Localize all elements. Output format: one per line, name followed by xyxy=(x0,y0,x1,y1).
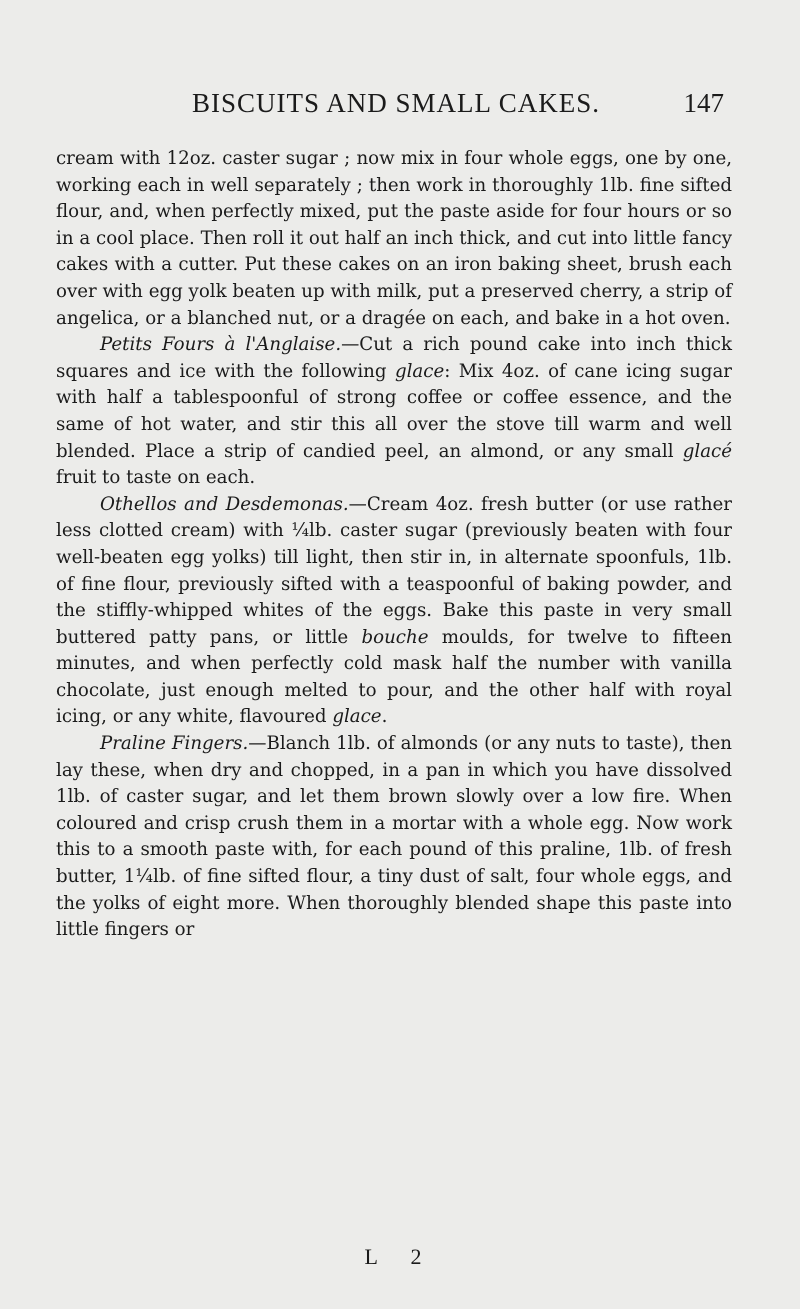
recipe-petits-fours xyxy=(56,332,732,492)
recipe-text: . xyxy=(381,706,388,728)
recipe-text: —Cut a rich pound cake into inch thick squares and ice with the following xyxy=(56,334,732,382)
recipe-title: Othellos and Desdemonas. xyxy=(100,493,349,515)
recipe-text: fruit to taste on each. xyxy=(56,467,256,489)
paragraph-text: cream with 12oz. caster sugar ; now mix in four whole eggs, one by one, working each in well separately ; then work in thoroughly 1lb. fine sifted flour, and, when perfectly mixed, put the paste aside for four hours or so in a cool place. Then roll it out half an inch thick, and cut into little fancy cakes with a cutter. Put these cakes on an iron baking sheet, brush each over with egg yolk beaten up with milk, put a preserved cherry, a strip of angelica, or a blanched nut, or a dragée on each, and bake in a hot oven. xyxy=(56,148,732,329)
paragraph-continuation xyxy=(56,146,732,332)
italic-term: bouche xyxy=(361,626,429,648)
recipe-title: Petits Fours à l'Anglaise. xyxy=(100,334,342,356)
italic-term: glacé xyxy=(682,440,732,462)
recipe-text: —Blanch 1lb. of almonds (or any nuts to taste), then lay these, when dry and chopped, in a pan in which you have dissolved 1lb. of caster sugar, and let them brown slowly over a low fire. When coloured and crisp crush them in a mortar with a whole egg. Now work this to a smooth paste with, for each pound of this praline, 1lb. of fresh butter, 1¼lb. of fine sifted flour, a tiny dust of salt, four whole eggs, and the yolks of eight more. When thoroughly blended shape this paste into little fingers or xyxy=(56,733,733,941)
italic-term: glace xyxy=(332,706,382,728)
running-title: BISCUITS AND SMALL CAKES. xyxy=(191,88,601,118)
signature-mark: L 2 xyxy=(364,1244,436,1269)
recipe-othellos xyxy=(56,492,732,731)
recipe-text: : Mix 4oz. of cane icing sugar with half a tablespoonful of strong coffee or coffee essence, and the same of hot water, and stir this all over the stove till warm and well blended. Place a strip of candied peel, an almond, or any small xyxy=(56,360,732,462)
recipe-text: moulds, for twelve to fifteen minutes, and when perfectly cold mask half the number with vanilla chocolate, just enough melted to pour, and the other half with royal icing, or any white, flavoured xyxy=(56,626,732,728)
body-text xyxy=(56,146,732,944)
italic-term: glace xyxy=(394,360,445,382)
page-number: 147 xyxy=(683,88,724,118)
recipe-text: —Cream 4oz. fresh butter (or use rather less clotted cream) with ¼lb. caster sugar (previously beaten with four well-beaten egg yolks) till light, then stir in, in alternate spoonfuls, 1lb. of fine flour, previously sifted with a teaspoonful of baking powder, and the stiffly-whipped whites of the eggs. Bake this paste in very small buttered patty pans, or little xyxy=(56,493,732,648)
running-head xyxy=(68,88,724,124)
recipe-praline-fingers xyxy=(56,731,732,944)
recipe-title: Praline Fingers. xyxy=(100,733,249,755)
